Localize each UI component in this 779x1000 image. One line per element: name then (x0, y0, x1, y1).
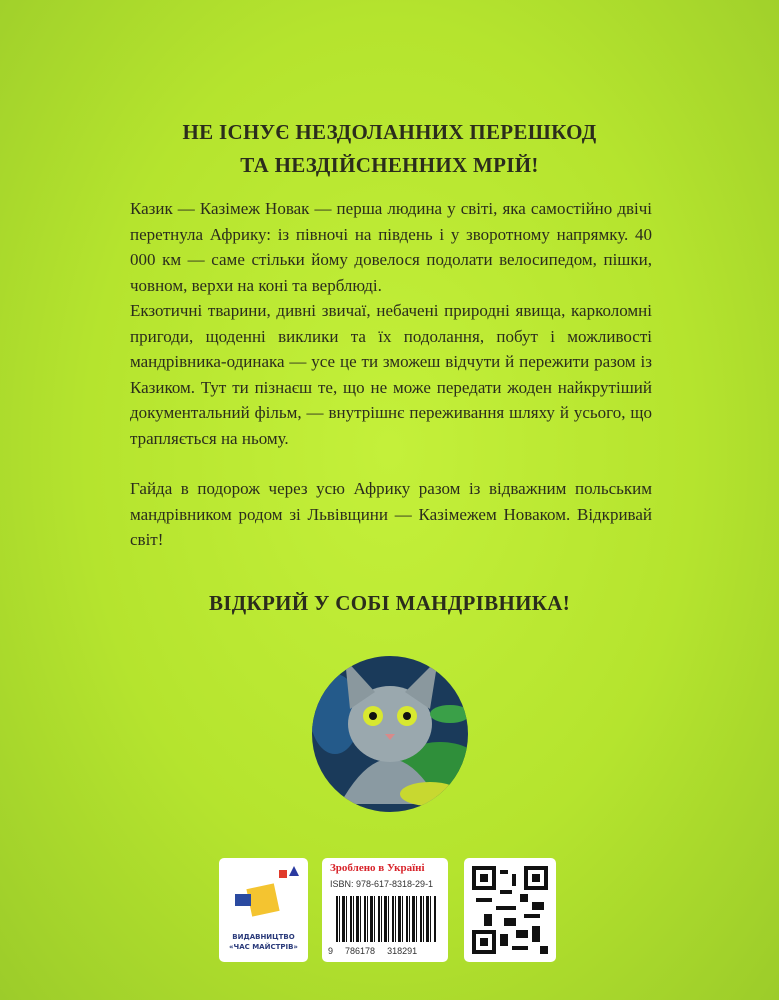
publisher-name-line-2: «ЧАС МАЙСТРІВ» (229, 943, 298, 951)
publisher-mascot-icon (246, 883, 279, 916)
barcode-digit-first: 9 (328, 946, 334, 956)
paragraph-2: Екзотичні тварини, дивні звичаї, небачені природні явища, карколомні пригоди, щоденні виклики та їх подолання, побут і можливості мандрівника-одинака — усе це ти зможеш відчути й пережити разом із Казиком. Тут ти пізнаєш те, що не може передати жоден найкрутіший документальний фільм, — внутрішнє переживання шляху й усього, що трапляється на ньому. (130, 301, 652, 448)
headline-line-2: ТА НЕЗДІЙСНЕННИХ МРІЙ! (240, 153, 539, 177)
made-in-ukraine: Зроблено в Україні (330, 862, 425, 874)
closing-headline: ВІДКРИЙ У СОБІ МАНДРІВНИКА! (209, 590, 570, 615)
qr-code (464, 858, 556, 962)
text-column (0, 116, 779, 814)
barcode-digits-right: 318291 (387, 946, 418, 956)
barcode-digits-left: 786178 (345, 946, 376, 956)
cat-illustration (310, 654, 470, 814)
paragraph-1: Казик — Казімеж Новак — перша людина у світі, яка самостійно двічі перетнула Африку: із півночі на південь і у зворотному напрямку. 40 000 км — саме стільки йому довелося подолати велосипедом, пішки, човном, верхи на коні та верблюді. (130, 199, 652, 295)
barcode-block (322, 858, 448, 962)
publisher-name-line-1: ВИДАВНИЦТВО (232, 933, 295, 941)
isbn: ISBN: 978-617-8318-29-1 (330, 879, 434, 889)
publisher-logo (219, 858, 308, 962)
headline-line-1: НЕ ІСНУЄ НЕЗДОЛАННИХ ПЕРЕШКОД (182, 120, 597, 144)
body-text (130, 196, 652, 553)
paragraph-3: Гайда в подорож через усю Африку разом із відважним польським мандрівником родом зі Львівщини — Казімежем Новаком. Відкривай світ! (130, 479, 652, 549)
barcode (336, 896, 436, 942)
